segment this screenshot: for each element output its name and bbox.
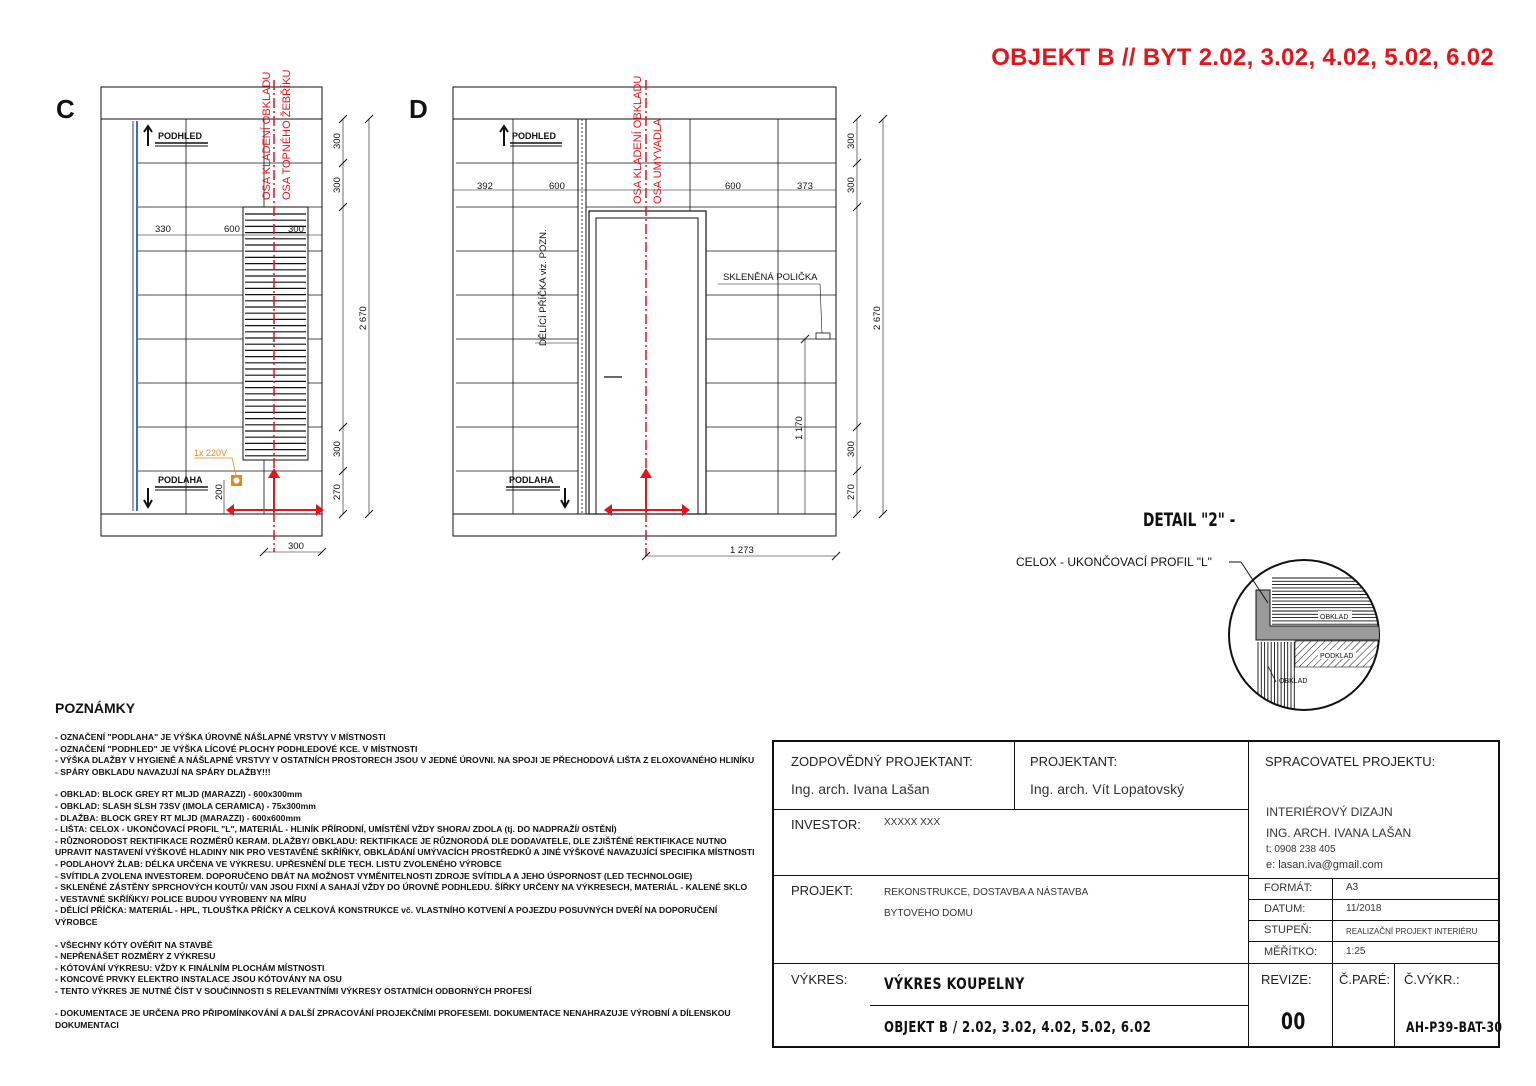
notes-title: POZNÁMKY	[55, 700, 136, 716]
project-value-1: REKONSTRUKCE, DOSTAVBA A NÁSTAVBA	[884, 887, 1089, 898]
date-value: 11/2018	[1346, 903, 1382, 914]
note-item: - SKLENĚNÉ ZÁSTĚNY SPRCHOVÝCH KOUTŮ/ VAN JSOU FIXNÍ A SAHAJÍ VŽDY DO ÚROVNĚ PODHLEDU. ŠÍŘKY URČENY NA VÝKRESECH, MATERIÁL - KALENÉ SKLO	[55, 882, 748, 893]
drawing-no-label: Č.VÝKR.:	[1404, 972, 1460, 987]
elevation-c	[56, 70, 373, 556]
drawing-label: VÝKRES:	[791, 972, 848, 987]
dim-600a: 600	[549, 181, 565, 192]
podhled-label-d: PODHLED	[512, 131, 557, 141]
note-item: - VÝŠKA DLAŽBY V HYGIENĚ A NÁŠLAPNÉ VRSTVY V OSTATNÍCH PROSTORECH JSOU V JEDNÉ ÚROVNI. NA SPOJI JE PŘECHODOVÁ LIŠTA Z ELOXOVANÉHO HLINÍKU	[55, 755, 755, 766]
note-item: - KONCOVÉ PRVKY ELEKTRO INSTALACE JSOU KÓTOVÁNY NA OSU	[55, 974, 342, 985]
note-item: - PODLAHOVÝ ŽLAB: DÉLKA URČENA VE VÝKRESU. UPŘESNĚNÍ DLE TECH. LISTU ZVOLENÉHO VÝROBCE	[55, 858, 502, 869]
dim-1170: 1 170	[794, 416, 805, 440]
revision-label: REVIZE:	[1261, 972, 1312, 987]
dim-300-bottom: 300	[288, 541, 304, 552]
podhled-marker-d	[500, 126, 562, 146]
designer-label: PROJEKTANT:	[1030, 754, 1118, 769]
right-dim: 300	[332, 177, 343, 193]
note-item: - DOKUMENTACE JE URČENA PRO PŘIPOMÍNKOVÁNÍ A DALŠÍ ZPRACOVÁNÍ PROJEKČNÍMI PROFESEMI. DOKUMENTACE NENAHRAZUJE VÝROBNÍ A DÍLENSKOU DOKUMENTACI	[55, 1008, 731, 1031]
investor-label: INVESTOR:	[791, 817, 861, 832]
podlaha-label-c: PODLAHA	[158, 475, 203, 485]
note-item: - OZNAČENÍ "PODLAHA" JE VÝŠKA ÚROVNĚ NÁŠLAPNÉ VRSTVY V MÍSTNOSTI	[55, 732, 386, 742]
drawing-title: VÝKRES KOUPELNY	[884, 974, 1025, 993]
right-dim: 300	[846, 177, 857, 193]
right-dim-total: 2 670	[872, 306, 883, 330]
note-item: - RŮZNORODOST REKTIFIKACE ROZMĚRŮ KERAM. DLAŽBY/ OBKLADU: REKTIFIKACE JE RŮZNORODÁ DLE DODAVATELE, DLE ZJIŠTĚNÉ REKTIFIKACE NUTNO UPRAVIT NASTAVENÍ VÝŠKOVÉ HLADINY NIK PRO VESTAVĚNÉ SKŘÍŇKY, OBKLÁDÁNÍ UMÝVACÍCH PROSTŘEDKŮ A JINÉ VÝŠKOVÉ NAVAZUJÍCÍ SPECIFIKA MÍSTNOSTI	[55, 835, 755, 858]
detail-title: DETAIL "2" -	[1143, 509, 1236, 531]
drawing-subtitle: OBJEKT B / 2.02, 3.02, 4.02, 5.02, 6.02	[884, 1018, 1152, 1036]
note-item: - OZNAČENÍ "PODHLED" JE VÝŠKA LÍCOVÉ PLOCHY PODHLEDOVÉ KCE. V MÍSTNOSTI	[55, 743, 418, 754]
drawing-no-value: AH-P39-BAT-30	[1406, 1020, 1503, 1036]
axis-label-d1: OSA KLADENÍ OBKLADU	[632, 75, 644, 204]
axis-label-c1: OSA KLADENÍ OBKLADU	[261, 71, 273, 200]
detail-podklad: PODKLAD	[1320, 653, 1354, 660]
company-line-2: ING. ARCH. IVANA LAŠAN	[1266, 826, 1412, 840]
dim-1273: 1 273	[730, 545, 754, 556]
date-label: DATUM:	[1264, 903, 1306, 915]
detail-obklad-1: OBKLAD	[1320, 614, 1349, 621]
investor-value: XXXXX XXX	[884, 817, 941, 828]
right-dim: 270	[332, 484, 343, 500]
podlaha-marker-c	[144, 475, 208, 507]
dim-373: 373	[797, 181, 813, 192]
right-dim: 300	[846, 441, 857, 457]
dim-600b: 600	[725, 181, 741, 192]
elevation-c-letter: C	[56, 94, 75, 124]
shelf-label: SKLENĚNÁ POLIČKA	[723, 272, 818, 283]
designer-name: Ing. arch. Vít Lopatovský	[1030, 781, 1185, 797]
axis-label-d2: OSA UMYVADLA	[652, 118, 664, 204]
right-dim-total: 2 670	[358, 306, 369, 330]
note-item: - OBKLAD: SLASH SLSH 73SV (IMOLA CERAMICA) - 75x300mm	[55, 800, 316, 811]
note-item: - DLAŽBA: BLOCK GREY RT MLJD (MARAZZI) - 600x600mm	[55, 812, 301, 823]
stage-label: STUPEŇ:	[1264, 924, 1312, 936]
podhled-marker-c	[144, 126, 208, 146]
axis-label-c2: OSA TOPNÉHO ŽEBŘÍKU	[281, 69, 293, 200]
notes-section	[55, 700, 760, 1032]
responsible-label: ZODPOVĚDNÝ PROJEKTANT:	[791, 754, 973, 769]
processor-label: SPRACOVATEL PROJEKTU:	[1265, 754, 1436, 769]
note-item: - SPÁRY OBKLADU NAVAZUJÍ NA SPÁRY DLAŽBY!!!	[55, 766, 271, 777]
detail-obklad-2: OBKLAD	[1279, 678, 1308, 685]
detail-2	[1229, 560, 1395, 712]
partition-label: DĚLÍCÍ PŘÍČKA viz. POZN.	[538, 229, 549, 346]
title-block	[772, 740, 1503, 1048]
podhled-label-c: PODHLED	[158, 131, 203, 141]
responsible-name: Ing. arch. Ivana Lašan	[791, 781, 930, 797]
podlaha-marker-d	[506, 475, 569, 507]
elevation-d-letter: D	[409, 94, 428, 124]
note-item: - SVÍTIDLA ZVOLENA INVESTOREM. DOPORUČENO DBÁT NA MOŽNOST VYMĚNITELNOSTI ZDROJE SVÍTIDLA A JEHO ÚSPORNOST (LED TECHNOLOGIE)	[55, 870, 693, 881]
right-dim: 300	[846, 133, 857, 149]
dim-300-inner: 300	[288, 224, 304, 235]
detail-note: CELOX - UKONČOVACÍ PROFIL "L"	[1016, 555, 1212, 569]
format-label: FORMÁT:	[1264, 882, 1313, 894]
stage-value: REALIZAČNÍ PROJEKT INTERIÉRU	[1346, 927, 1478, 936]
right-dim: 300	[332, 133, 343, 149]
socket-label: 1x 220V	[194, 448, 228, 458]
note-item: - KÓTOVÁNÍ VÝKRESU: VŽDY K FINÁLNÍM PLOCHÁM MÍSTNOSTI	[55, 962, 325, 973]
dim-330: 330	[155, 224, 171, 235]
note-item: - VESTAVNÉ SKŘÍŇKY/ POLICE BUDOU VYROBENY NA MÍRU	[55, 893, 307, 904]
format-value: A3	[1346, 882, 1359, 893]
dim-392: 392	[477, 181, 493, 192]
dim-200: 200	[214, 484, 225, 500]
elevation-d	[409, 76, 887, 560]
note-item: - DĚLÍCÍ PŘÍČKA: MATERIÁL - HPL, TLOUŠŤKA PŘÍČKY A CELKOVÁ KONSTRUKCE vč. VLASTNÍHO KOTVENÍ A POJEZDU POSUVNÝCH DVEŘÍ NA DOPORUČENÍ VÝROBCE	[55, 905, 718, 927]
company-line-1: INTERIÉROVÝ DIZAJN	[1266, 805, 1393, 819]
note-item: - TENTO VÝKRES JE NUTNÉ ČÍST V SOUČINNOSTI S RELEVANTNÍMI VÝKRESY OSTATNÍCH ODBORNÝCH PROFESÍ	[55, 985, 532, 996]
scale-value: 1:25	[1346, 946, 1366, 957]
sheet-title: OBJEKT B // BYT 2.02, 3.02, 4.02, 5.02, 6.02	[991, 44, 1494, 71]
podlaha-label-d: PODLAHA	[509, 475, 554, 485]
project-label: PROJEKT:	[791, 883, 854, 898]
dim-600: 600	[224, 224, 240, 235]
right-dim: 300	[332, 441, 343, 457]
revision-value: 00	[1281, 1010, 1306, 1035]
note-item: - NEPŘENÁŠET ROZMĚRY Z VÝKRESU	[55, 951, 216, 962]
note-item: - OBKLAD: BLOCK GREY RT MLJD (MARAZZI) - 600x300mm	[55, 789, 303, 800]
note-item: - LIŠTA: CELOX - UKONČOVACÍ PROFIL "L", MATERIÁL - HLINÍK PŘÍRODNÍ, UMÍSTĚNÍ VŽDY SHORA/ ZDOLA (tj. DO NADPRAŽÍ/ OSTĚNÍ)	[55, 824, 617, 835]
scale-label: MĚŘÍTKO:	[1264, 946, 1318, 958]
company-phone: t: 0908 238 405	[1266, 844, 1336, 855]
project-value-2: BYTOVÉHO DOMU	[884, 908, 973, 919]
notes-list	[55, 732, 760, 1032]
note-item: - VŠECHNY KÓTY OVĚŘIT NA STAVBĚ	[55, 939, 213, 950]
company-email: e: lasan.iva@gmail.com	[1266, 859, 1383, 871]
copy-label: Č.PARÉ:	[1339, 972, 1391, 987]
right-dim: 270	[846, 484, 857, 500]
